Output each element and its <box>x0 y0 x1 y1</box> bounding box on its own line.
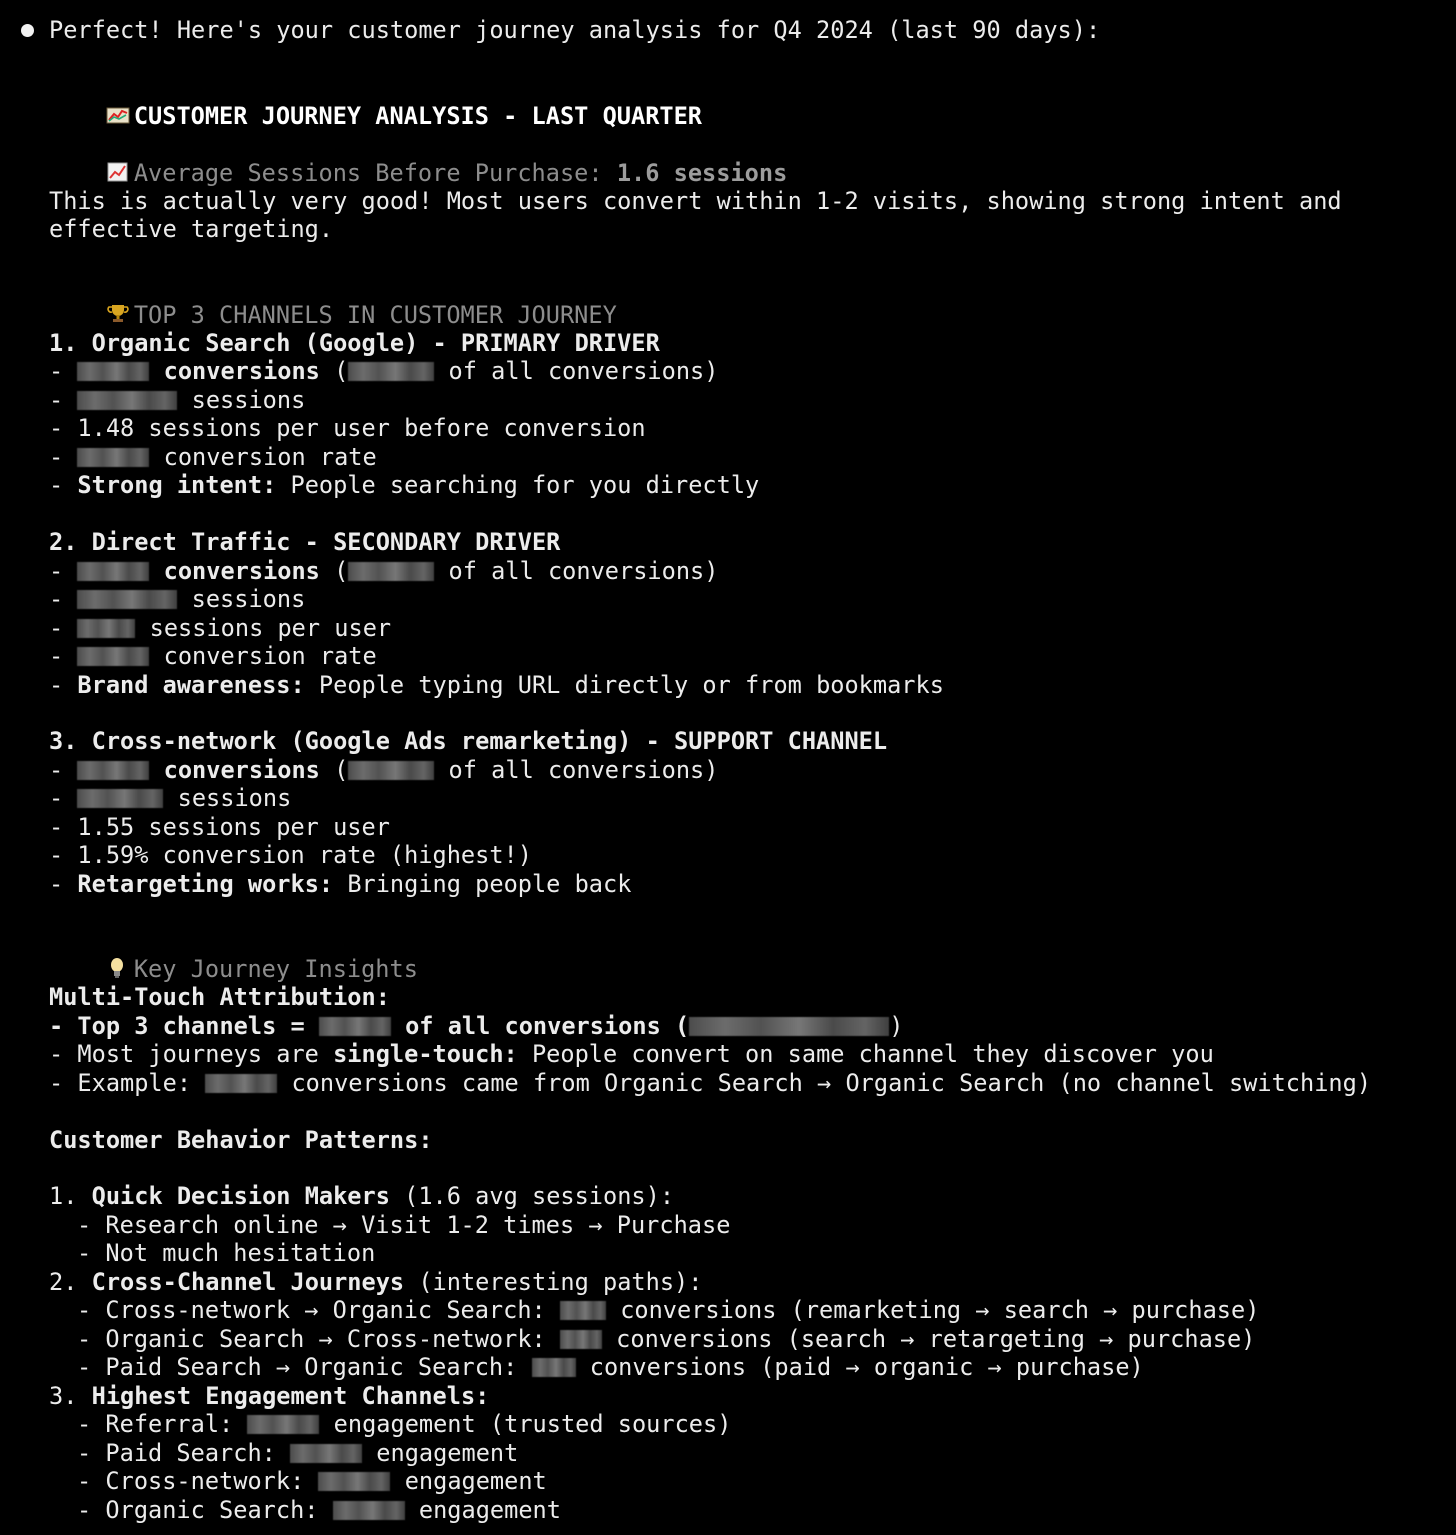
channel-3-conversions: - conversions ( of all conversions) <box>49 756 719 784</box>
pattern-1-item: - Not much hesitation <box>77 1239 376 1267</box>
pattern-2-item: - Organic Search → Cross-network: conversions (search → retargeting → purchase) <box>77 1325 1256 1353</box>
avg-sessions-value: 1.6 sessions <box>616 158 788 187</box>
redacted-value <box>77 448 149 467</box>
redacted-value <box>560 1330 602 1349</box>
redacted-value <box>318 1472 390 1491</box>
channel-3-sessions: - sessions <box>49 784 292 812</box>
avg-sessions-label: Average Sessions Before Purchase: <box>133 158 603 187</box>
channel-3-rate: - 1.59% conversion rate (highest!) <box>49 841 532 869</box>
message-bullet <box>21 24 34 37</box>
redacted-value <box>77 647 149 666</box>
trophy-icon <box>106 301 134 330</box>
redacted-value <box>77 362 149 381</box>
redacted-value <box>560 1301 606 1320</box>
chart-flag-icon <box>106 102 134 131</box>
pattern-3-title: 3. Highest Engagement Channels: <box>49 1382 490 1410</box>
channel-3-title: 3. Cross-network (Google Ads remarketing) - SUPPORT CHANNEL <box>49 727 888 755</box>
channel-2-conversions: - conversions ( of all conversions) <box>49 557 719 585</box>
channel-1-spu: - 1.48 sessions per user before conversion <box>49 414 646 442</box>
channel-1-title: 1. Organic Search (Google) - PRIMARY DRIVER <box>49 329 660 357</box>
channel-3-spu: - 1.55 sessions per user <box>49 813 390 841</box>
channel-1-conversions: - conversions ( of all conversions) <box>49 357 719 385</box>
redacted-value <box>348 761 434 780</box>
channel-2-sessions: - sessions <box>49 585 306 613</box>
redacted-value <box>77 391 177 410</box>
redacted-value <box>689 1017 889 1036</box>
single-touch-line: - Most journeys are single-touch: People convert on same channel they discover you <box>49 1040 1214 1068</box>
channel-2-title: 2. Direct Traffic - SECONDARY DRIVER <box>49 528 561 556</box>
channel-3-note: - Retargeting works: Bringing people back <box>49 870 632 898</box>
channel-2-spu: - sessions per user <box>49 614 392 642</box>
redacted-value <box>319 1017 391 1036</box>
pattern-2-item: - Cross-network → Organic Search: conversions (remarketing → search → purchase) <box>77 1296 1260 1324</box>
pattern-2-item: - Paid Search → Organic Search: conversions (paid → organic → purchase) <box>77 1353 1144 1381</box>
intro-line: Perfect! Here's your customer journey analysis for Q4 2024 (last 90 days): <box>49 16 1101 44</box>
multi-touch-title: Multi-Touch Attribution: <box>49 983 390 1011</box>
top-channels-title: TOP 3 CHANNELS IN CUSTOMER JOURNEY <box>133 300 617 329</box>
redacted-value <box>247 1415 319 1434</box>
redacted-value <box>290 1444 362 1463</box>
summary-line-2: effective targeting. <box>49 215 334 243</box>
pattern-1-title: 1. Quick Decision Makers (1.6 avg sessions): <box>49 1182 675 1210</box>
pattern-2-title: 2. Cross-Channel Journeys (interesting paths): <box>49 1268 703 1296</box>
insights-title: Key Journey Insights <box>133 954 418 983</box>
pattern-3-item: - Referral: engagement (trusted sources) <box>77 1410 732 1438</box>
redacted-value <box>348 562 434 581</box>
pattern-3-item: - Paid Search: engagement <box>77 1439 519 1467</box>
redacted-value <box>77 761 149 780</box>
channel-1-sessions: - sessions <box>49 386 306 414</box>
top-channels-heading <box>49 272 617 329</box>
analysis-heading <box>49 73 703 130</box>
insights-heading <box>49 926 418 983</box>
channel-2-note: - Brand awareness: People typing URL directly or from bookmarks <box>49 671 944 699</box>
redacted-value <box>532 1358 576 1377</box>
redacted-value <box>77 562 149 581</box>
example-line: - Example: conversions came from Organic Search → Organic Search (no channel switching) <box>49 1069 1372 1097</box>
redacted-value <box>77 789 163 808</box>
pattern-1-item: - Research online → Visit 1-2 times → Purchase <box>77 1211 731 1239</box>
pattern-3-item: - Cross-network: engagement <box>77 1467 547 1495</box>
redacted-value <box>333 1501 405 1520</box>
top3-line: - Top 3 channels = of all conversions ( ) <box>49 1012 904 1040</box>
redacted-value <box>77 590 177 609</box>
redacted-value <box>205 1074 277 1093</box>
lightbulb-icon <box>106 955 134 984</box>
summary-line-1: This is actually very good! Most users convert within 1-2 visits, showing strong intent and <box>49 187 1342 215</box>
channel-1-rate: - conversion rate <box>49 443 377 471</box>
pattern-3-item: - Organic Search: engagement <box>77 1496 561 1524</box>
redacted-value <box>348 362 434 381</box>
redacted-value <box>77 619 135 638</box>
channel-1-note: - Strong intent: People searching for you directly <box>49 471 760 499</box>
chart-increasing-icon <box>106 159 134 188</box>
patterns-title: Customer Behavior Patterns: <box>49 1126 433 1154</box>
channel-2-rate: - conversion rate <box>49 642 377 670</box>
avg-sessions-line <box>49 130 788 187</box>
heading-text: CUSTOMER JOURNEY ANALYSIS - LAST QUARTER <box>133 101 703 130</box>
